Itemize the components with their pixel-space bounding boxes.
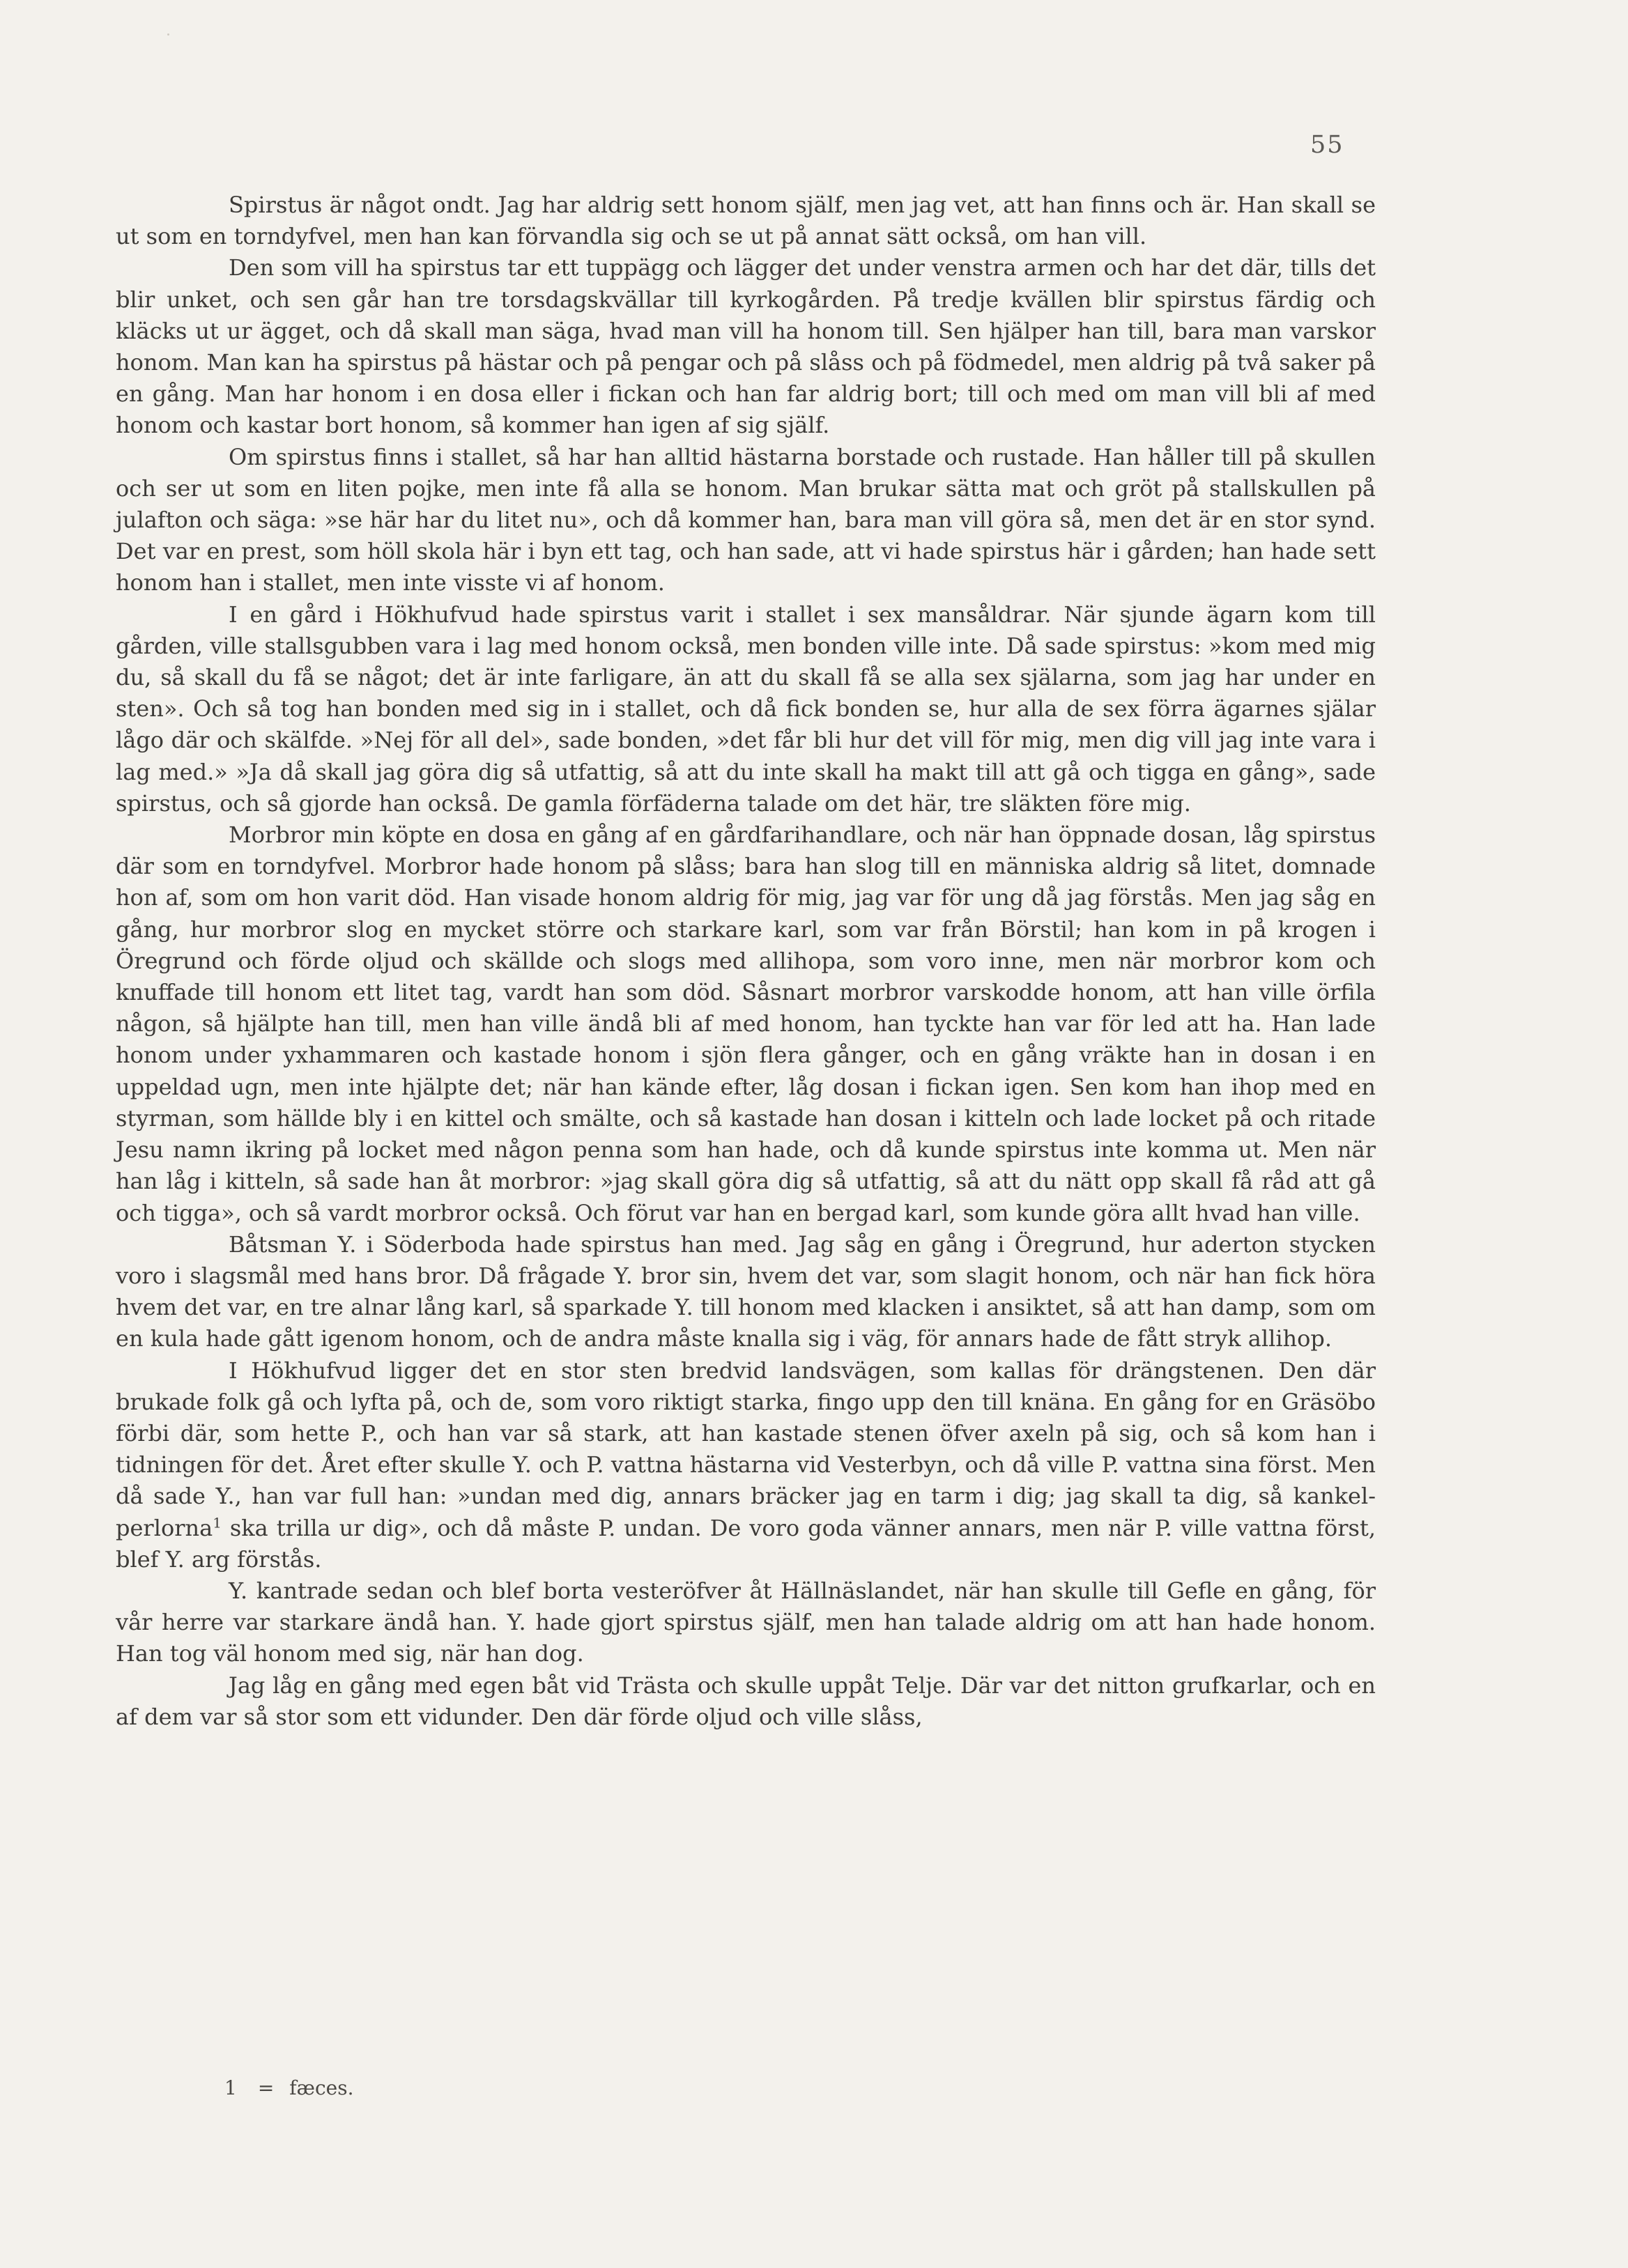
paragraph: Y. kantrade sedan och blef borta vesteröfver åt Hällnäslandet, när han skulle till Gefle en gång, för vår herre var starkare ändå han. Y. hade gjort spirstus själf, men han talade aldrig om att han hade honom. Han tog väl honom med sig, när han dog.	[116, 1577, 1376, 1667]
page-number: 55	[1310, 131, 1344, 159]
paragraph: Om spirstus finns i stallet, så har han alltid hästarna borstade och rustade. Han håller till på skullen och ser ut som en liten pojke, men inte få alla se honom. Man brukar sätta mat och gröt på stallskullen på julafton och säga: »se här har du litet nu», och då kommer han, bara man vill göra så, men det är en stor synd. Det var en prest, som höll skola här i byn ett tag, och han sade, att vi hade spirstus här i gården; han hade sett honom han i stallet, men inte visste vi af honom.	[116, 443, 1376, 596]
footnote-text: fæces.	[289, 2076, 354, 2099]
body-text	[116, 190, 1376, 1733]
footnote	[224, 2076, 354, 2099]
footnote-reference: 1	[213, 1513, 222, 1531]
paragraph-text-tail: ska trilla ur dig», och då måste P. undan. De voro goda vänner annars, men när P. ville vattna först, blef Y. arg förstås.	[116, 1514, 1376, 1573]
paragraph: Spirstus är något ondt. Jag har aldrig sett honom själf, men jag vet, att han finns och är. Han skall se ut som en torndyfvel, men han kan förvandla sig och se ut på annat sätt också, om han vill.	[116, 192, 1376, 250]
page-speck	[167, 33, 169, 36]
paragraph: Den som vill ha spirstus tar ett tuppägg och lägger det under venstra armen och har det där, tills det blir unket, och sen går han tre torsdagskvällar till kyrkogården. På tredje kvällen blir spirstus färdig och kläcks ut ur ägget, och då skall man säga, hvad man vill ha honom till. Sen hjälper han till, bara man varskor honom. Man kan ha spirstus på hästar och på pengar och på slåss och på födmedel, men aldrig på två saker på en gång. Man har honom i en dosa eller i fickan och han far aldrig bort; till och med om man vill bli af med honom och kastar bort honom, så kommer han igen af sig själf.	[116, 254, 1376, 439]
paragraph: Båtsman Y. i Söderboda hade spirstus han med. Jag såg en gång i Öregrund, hur aderton stycken voro i slagsmål med hans bror. Då frågade Y. bror sin, hvem det var, som slagit honom, och när han fick höra hvem det var, en tre alnar lång karl, så sparkade Y. till honom med klacken i ansiktet, så att han damp, som om en kula hade gått igenom honom, och de andra måste knalla sig i väg, för annars hade de fått stryk allihop.	[116, 1231, 1376, 1352]
paragraph-text: I Hökhufvud ligger det en stor sten bredvid landsvägen, som kallas för drängstenen. Den där brukade folk gå och lyfta på, och de, som voro riktigt starka, fingo upp den till knäna. En gång for en Gräsöbo förbi där, som hette P., och han var så stark, att han kastade stenen öfver axeln på sig, och så kom han i tidningen för det. Året efter skulle Y. och P. vattna hästarna vid Vesterbyn, och då ville P. vattna sina först. Men då sade Y., han var full han: »undan med dig, annars bräcker jag en tarm i dig; jag skall ta dig, så kankel-perlorna	[116, 1357, 1376, 1541]
paragraph: I en gård i Hökhufvud hade spirstus varit i stallet i sex mansåldrar. När sjunde ägarn kom till gården, ville stallsgubben vara i lag med honom också, men bonden ville inte. Då sade spirstus: »kom med mig du, så skall du få se något; det är inte farligare, än att du skall få se alla sex själarna, som jag har under en sten». Och så tog han bonden med sig in i stallet, och då fick bonden se, hur alla de sex förra ägarnes själar lågo där och skälfde. »Nej för all del», sade bonden, »det får bli hur det vill för mig, men dig vill jag inte vara i lag med.» »Ja då skall jag göra dig så utfattig, så att du inte skall ha makt till att gå och tigga en gång», sade spirstus, och så gjorde han också. De gamla förfäderna talade om det här, tre släkten före mig.	[116, 601, 1376, 817]
paragraph-with-footnote	[116, 1355, 1376, 1575]
paragraph: Morbror min köpte en dosa en gång af en gårdfarihandlare, och när han öppnade dosan, låg spirstus där som en torndyfvel. Morbror hade honom på slåss; bara han slog till en människa aldrig så litet, domnade hon af, som om hon varit död. Han visade honom aldrig för mig, jag var för ung då jag förstås. Men jag såg en gång, hur morbror slog en mycket större och starkare karl, som var från Börstil; han kom in på krogen i Öregrund och förde oljud och skällde och slogs med allihopa, som voro inne, men när morbror kom och knuffade till honom ett litet tag, vardt han som död. Såsnart morbror varskodde honom, att han ville örfila någon, så hjälpte han till, men han ville ändå bli af med honom, han tyckte han var för led att ha. Han lade honom under yxhammaren och kastade honom i sjön flera gånger, och en gång vräkte han in dosan i en uppeldad ugn, men inte hjälpte det; när han kände efter, låg dosan i fickan igen. Sen kom han ihop med en styrman, som hällde bly i en kittel och smälte, och så kastade han dosan i kitteln och lade locket på och ritade Jesu namn ikring på locket med någon penna som han hade, och då kunde spirstus inte komma ut. Men när han låg i kitteln, så sade han åt morbror: »jag skall göra dig så utfattig, så att du nätt opp skall få råd att gå och tigga», och så vardt morbror också. Och förut var han en bergad karl, som kunde göra allt hvad han ville.	[116, 821, 1376, 1226]
paragraph: Jag låg en gång med egen båt vid Trästa och skulle uppåt Telje. Där var det nitton grufkarlar, och en af dem var så stor som ett vidunder. Den där förde oljud och ville slåss,	[116, 1672, 1376, 1730]
footnote-mark: 1	[224, 2076, 237, 2099]
footnote-equals: =	[257, 2076, 275, 2099]
